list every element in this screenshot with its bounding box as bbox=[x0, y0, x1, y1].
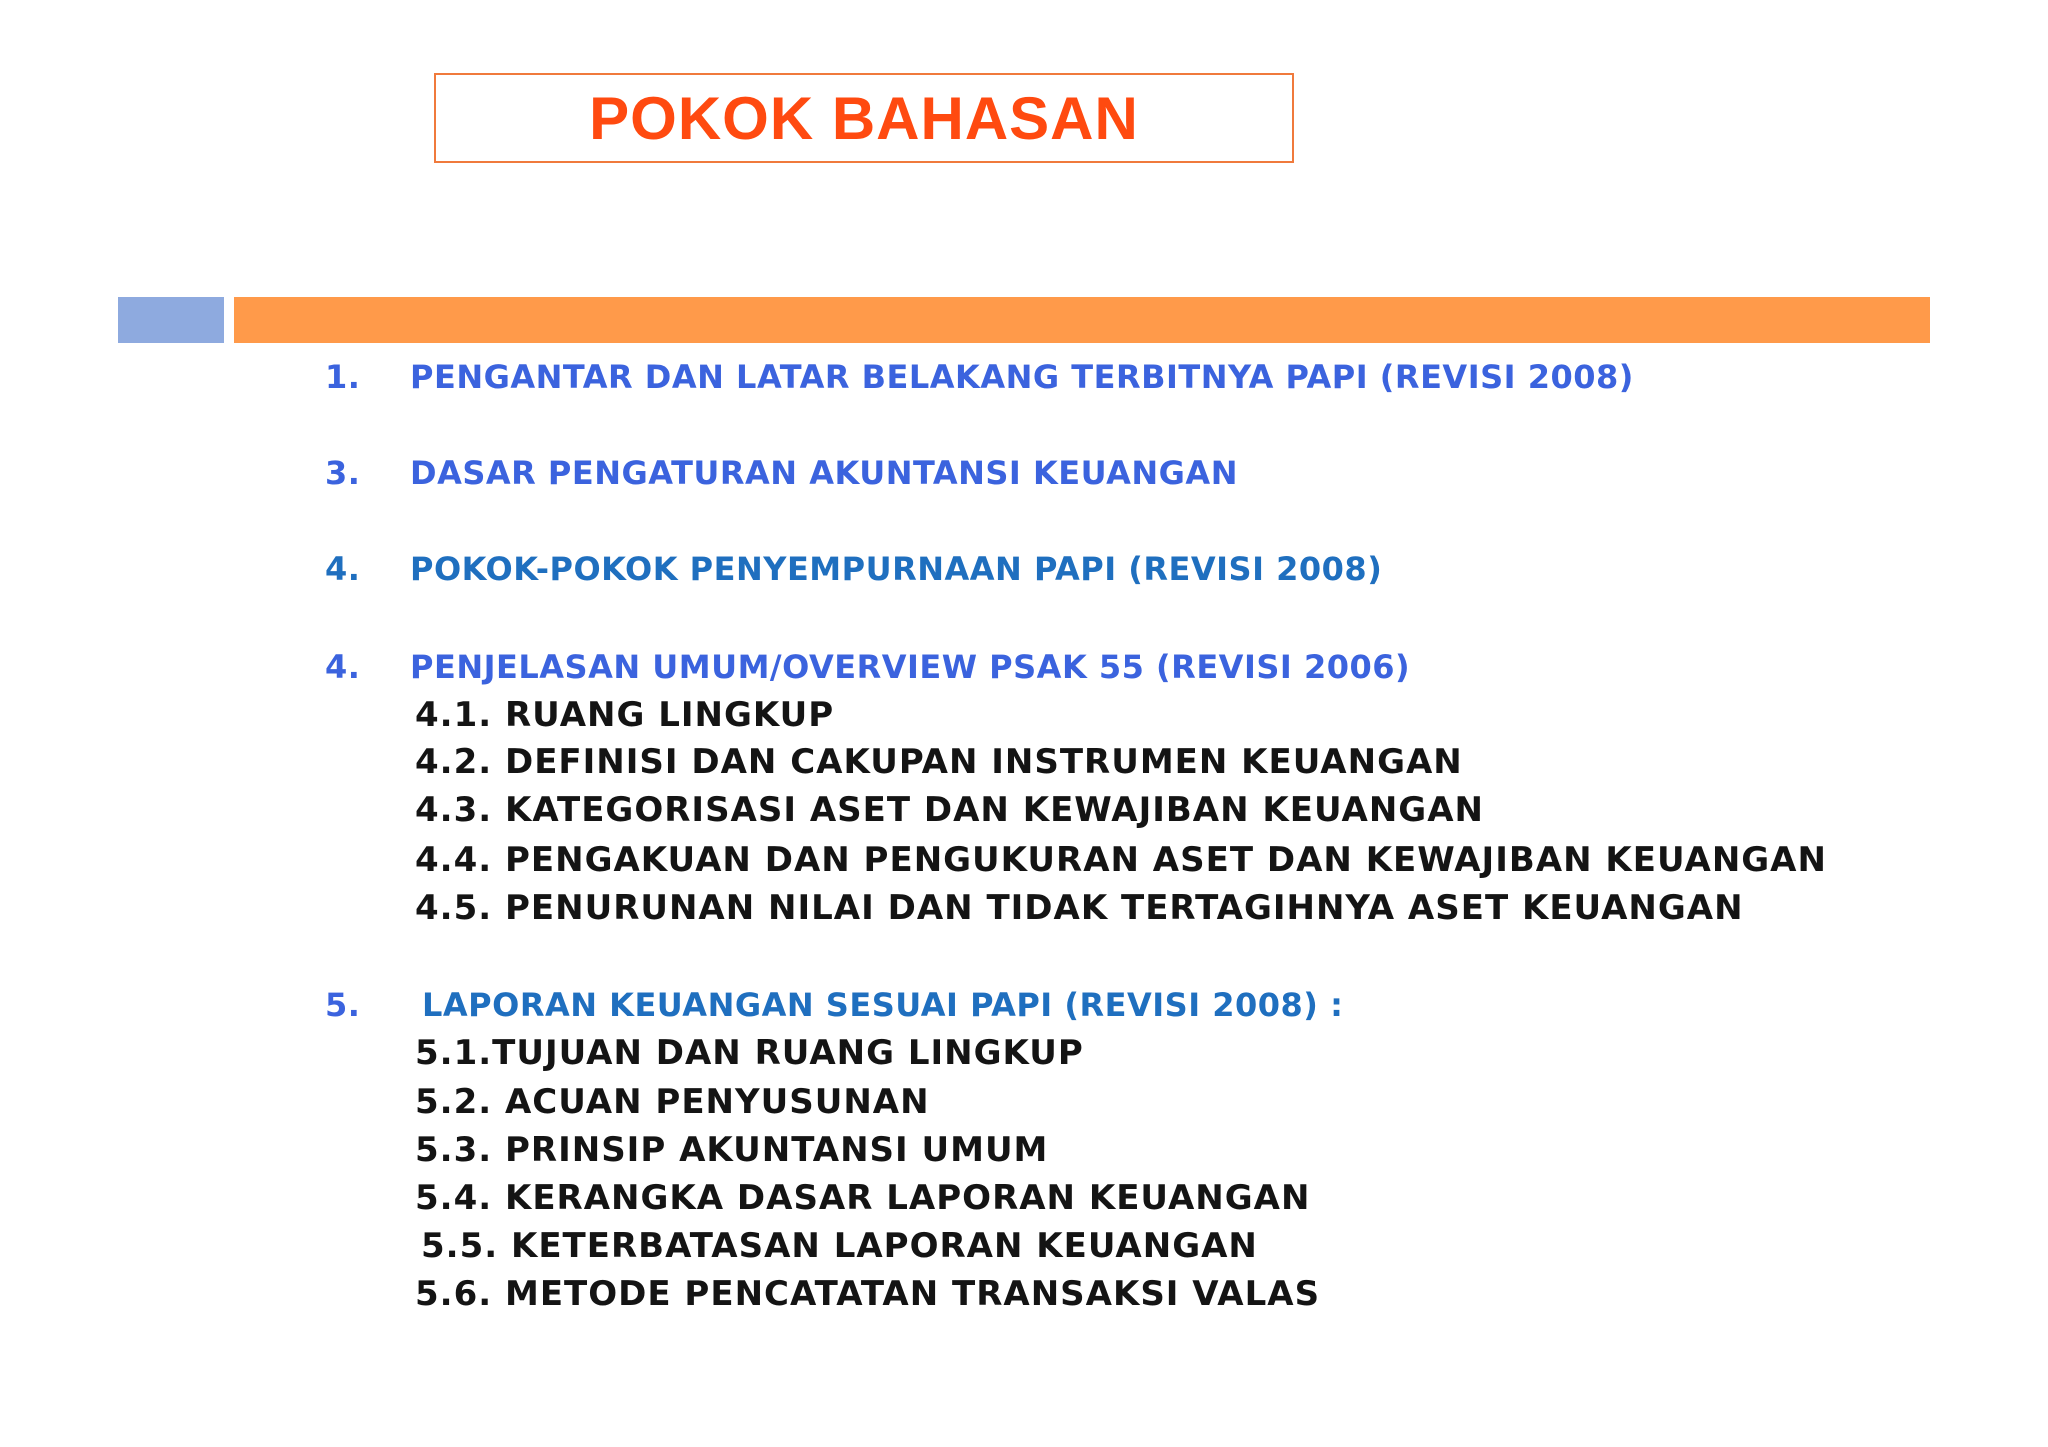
subitem-5-4: 5.4. KERANGKA DASAR LAPORAN KEUANGAN bbox=[415, 1178, 1311, 1218]
subitem-5-5: 5.5. KETERBATASAN LAPORAN KEUANGAN bbox=[421, 1226, 1258, 1266]
accent-bar-blue bbox=[118, 297, 224, 343]
item-4b-heading: PENJELASAN UMUM/OVERVIEW PSAK 55 (REVISI 2006) bbox=[410, 648, 1411, 686]
item-5-heading: LAPORAN KEUANGAN SESUAI PAPI (REVISI 2008) : bbox=[422, 986, 1344, 1024]
subitem-4-1: 4.1. RUANG LINGKUP bbox=[415, 695, 835, 735]
subitem-4-3: 4.3. KATEGORISASI ASET DAN KEWAJIBAN KEUANGAN bbox=[415, 790, 1484, 830]
subitem-5-1: 5.1.TUJUAN DAN RUANG LINGKUP bbox=[415, 1033, 1084, 1073]
title-box bbox=[434, 73, 1294, 163]
subitem-4-4: 4.4. PENGAKUAN DAN PENGUKURAN ASET DAN KEWAJIBAN KEUANGAN bbox=[415, 840, 1827, 880]
subitem-5-3: 5.3. PRINSIP AKUNTANSI UMUM bbox=[415, 1130, 1049, 1170]
accent-bar-orange bbox=[234, 297, 1930, 343]
item-4a-number: 4. bbox=[325, 550, 361, 588]
subitem-5-2: 5.2. ACUAN PENYUSUNAN bbox=[415, 1082, 930, 1122]
item-5-number: 5. bbox=[325, 986, 361, 1024]
subitem-4-2: 4.2. DEFINISI DAN CAKUPAN INSTRUMEN KEUANGAN bbox=[415, 742, 1463, 782]
item-3-heading: DASAR PENGATURAN AKUNTANSI KEUANGAN bbox=[410, 454, 1238, 492]
item-4b-number: 4. bbox=[325, 648, 361, 686]
subitem-5-6: 5.6. METODE PENCATATAN TRANSAKSI VALAS bbox=[415, 1274, 1321, 1314]
item-3-number: 3. bbox=[325, 454, 361, 492]
item-1-heading: PENGANTAR DAN LATAR BELAKANG TERBITNYA PAPI (REVISI 2008) bbox=[410, 358, 1634, 396]
item-1-number: 1. bbox=[325, 358, 361, 396]
subitem-4-5: 4.5. PENURUNAN NILAI DAN TIDAK TERTAGIHNYA ASET KEUANGAN bbox=[415, 888, 1744, 928]
page-title: POKOK BAHASAN bbox=[589, 84, 1139, 152]
item-4a-heading: POKOK-POKOK PENYEMPURNAAN PAPI (REVISI 2008) bbox=[410, 550, 1383, 588]
